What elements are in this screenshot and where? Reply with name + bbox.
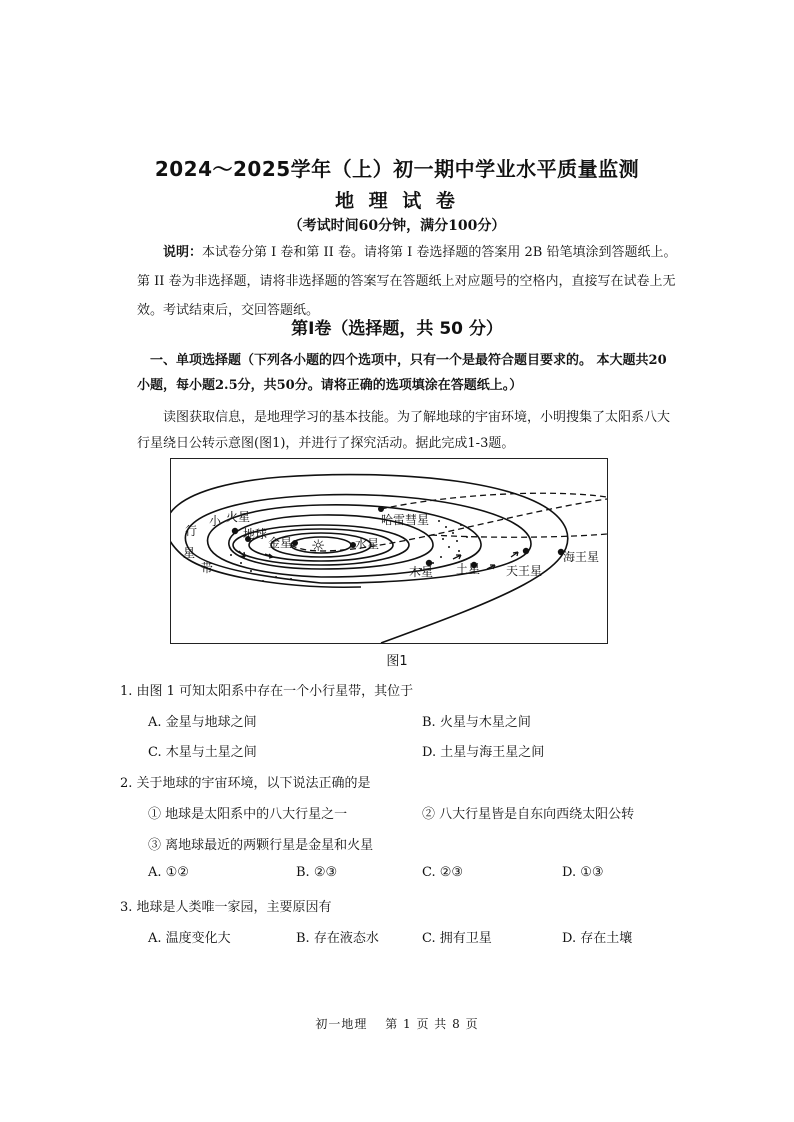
question-3-stem: 3. 地球是人类唯一家园，主要原因有 [120,900,332,915]
label-mars: 火星 [226,510,251,524]
question-1-stem: 1. 由图 1 可知太阳系中存在一个小行星带，其位于 [120,684,414,699]
question-1-option-c: C. 木星与土星之间 [148,745,257,760]
question-3-option-b: B. 存在液态水 [296,931,379,946]
question-1-option-b: B. 火星与木星之间 [422,715,531,730]
label-halley: 哈雷彗星 [381,513,430,527]
label-xing2: 星 [183,546,196,560]
exam-time: （考试时间60分钟，满分100分） [288,218,506,234]
arrow-uranus-orbit [511,552,518,557]
label-earth: 地球 [243,527,268,541]
mars-dot [232,528,238,534]
exam-title: 2024～2025学年（上）初一期中学业水平质量监测 [154,157,640,181]
question-2-statement-3: ③ 离地球最近的两颗行星是金星和火星 [148,838,374,853]
venus-dot [292,540,298,546]
question-1-option-a: A. 金星与地球之间 [148,715,257,730]
subject-title: 地 理 试 卷 [335,190,459,212]
section-title: 第Ⅰ卷（选择题，共 50 分） [291,319,503,339]
instructions-text: 本试卷分第 I 卷和第 II 卷。请将第 I 卷选择题的答案用 2B 铅笔填涂到答题纸上。第 II 卷为非选择题，请将非选择题的答案写在答题纸上对应题号的空格内，直接写在试卷上无效。考试结束后，交回答题纸。 [137,245,677,318]
neptune-orbit [171,475,568,643]
solar-system-diagram [171,459,607,643]
question-2-option-d: D. ①③ [562,865,604,880]
label-xing: 行 [185,524,198,538]
question-3-option-a: A. 温度变化大 [148,931,231,946]
halley-orbit-2 [431,534,607,537]
label-mercury: 水星 [355,537,380,551]
question-1-option-d: D. 土星与海王星之间 [422,745,545,760]
question-intro: 读图获取信息，是地理学习的基本技能。为了解地球的宇宙环境，小明搜集了太阳系八大行星绕日公转示意图(图1)，并进行了探究活动。据此完成1-3题。 [137,410,671,451]
halley-dot [378,506,384,512]
question-2-statement-2: ② 八大行星皆是自东向西绕太阳公转 [422,807,635,822]
question-3-option-c: C. 拥有卫星 [422,931,492,946]
part-title: 一、单项选择题（下列各小题的四个选项中，只有一个是最符合题目要求的。 本大题共20小题，每小题2.5分，共50分。请将正确的选项填涂在答题纸上。） [137,353,667,393]
label-neptune: 海王星 [563,550,600,564]
uranus-dot [523,548,529,554]
question-2-option-c: C. ②③ [422,865,464,880]
label-dai: 带 [201,561,214,575]
label-uranus: 天王星 [506,564,543,578]
label-venus: 金星 [268,536,293,550]
sun-icon: ☼ [311,536,326,555]
page-footer: 初一地理 第 1 页 共 8 页 [315,1017,479,1031]
label-jupiter: 木星 [409,565,434,579]
question-2-option-b: B. ②③ [296,865,338,880]
instructions-label: 说明： [163,245,203,260]
halley-orbit [291,493,607,551]
question-2-option-a: A. ①② [148,865,189,880]
label-saturn: 土星 [456,562,481,576]
label-xiao: 小 [209,514,222,528]
arrow-jupiter-orbit [453,555,461,559]
question-2-statement-1: ① 地球是太阳系中的八大行星之一 [148,807,348,822]
solar-system-figure [170,458,608,644]
question-3-option-d: D. 存在土壤 [562,931,633,946]
figure-caption: 图1 [386,654,408,669]
question-2-stem: 2. 关于地球的宇宙环境，以下说法正确的是 [120,776,371,791]
instructions [137,238,677,325]
